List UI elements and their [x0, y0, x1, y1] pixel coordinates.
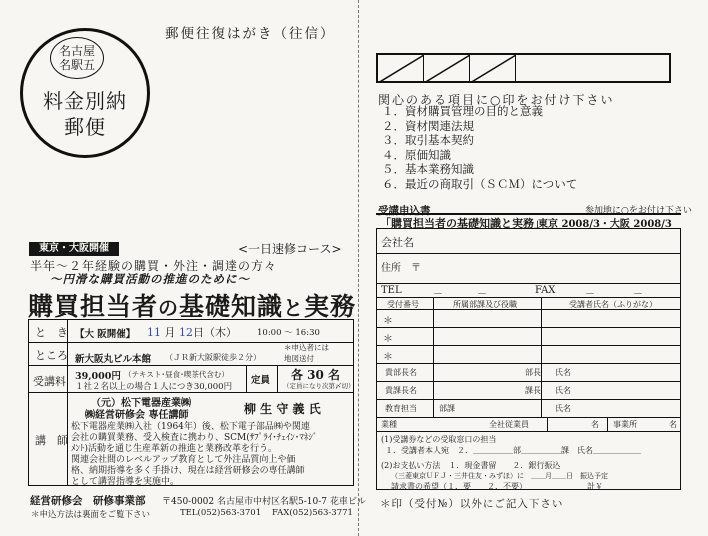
- fax-separator-1: －: [585, 289, 595, 300]
- lecturer-bio-3: ﾒﾝﾄ)活動を通じ生産革新の推進と業務改革を行う。: [71, 444, 278, 454]
- map-note-1: ＊申込者には: [284, 343, 329, 352]
- reply-course-name: 「購買担当者の基礎知識と実務」: [380, 217, 545, 230]
- reply-course-date[interactable]: 東京 2008/3・大阪 2008/3: [538, 219, 672, 230]
- lecturer-bio-1: 松下電器産業㈱入社（1964年）後、松下電子部品㈱や関連: [71, 422, 310, 432]
- col-receipt: 受付番号: [387, 300, 419, 309]
- label-mei-2: 名: [669, 420, 677, 429]
- interest-item[interactable]: ６．最近の商取引（ＳＣＭ）について: [382, 176, 578, 191]
- organizer-name: 経営研修会 研修事業部: [30, 495, 146, 507]
- form-footer-note: ＊印（受付№）以外にご記入下さい: [380, 498, 564, 510]
- tel-separator-2: －: [477, 289, 487, 300]
- label-where: ところ: [35, 349, 68, 362]
- date-month-unit: 月: [164, 326, 176, 339]
- label-shimei-1[interactable]: 氏名: [555, 368, 571, 377]
- target-audience: 半年～２年経験の購買・外注・調達の方々: [30, 259, 278, 273]
- postal-box-4: [516, 55, 562, 81]
- title-part-5: 実務: [304, 292, 357, 321]
- course-subtitle: ～円滑な購買活動の推進のために～: [50, 272, 250, 286]
- stamp-text-1: 料金別納: [43, 89, 127, 113]
- seal-line-2: 名駅五: [58, 58, 95, 72]
- stamp-text-2: 郵便: [64, 115, 106, 139]
- lecturer-bio-4: 関連会社間のレベルアップ教育として外注品質向上や価: [71, 455, 296, 465]
- interest-item[interactable]: ４．原価知識: [382, 147, 451, 162]
- invoice-request[interactable]: 請求書の希望（１．要 ２．不要） 計￥＿＿＿＿＿: [391, 482, 643, 491]
- lecturer-affil-1: （元）松下電器産業㈱: [91, 398, 191, 409]
- lecturer-name: 柳 生 守 義 氏: [244, 402, 321, 416]
- fee-price-note: （テキスト･昼食･喫茶代含む）: [124, 370, 229, 379]
- fee-price: 39,000円: [75, 371, 121, 382]
- postcard-title: 郵便往復はがき（往信）: [165, 26, 336, 42]
- course-type: <一日速修コース>: [238, 242, 342, 256]
- date-day: 12: [179, 326, 193, 339]
- session-label: 【大 阪開催】: [75, 329, 136, 340]
- tel-separator-1: －: [433, 289, 443, 300]
- payment-banks[interactable]: （三菱東京ＵＦＪ・三井住友・みずほ）に ＿＿月＿＿日 振込予定: [391, 472, 608, 480]
- lecturer-affil-2: ㈱経営研修会 専任講師: [85, 410, 189, 421]
- receipt-mark-1: ＊: [383, 316, 393, 327]
- field-address[interactable]: 住所 〒: [381, 263, 421, 274]
- label-industry[interactable]: 業種: [381, 420, 397, 429]
- label-employees[interactable]: 全社従業員: [489, 420, 529, 429]
- label-shimei-2[interactable]: 氏名: [555, 386, 571, 395]
- col-name: 受講者氏名（ふりがな）: [569, 300, 657, 309]
- label-buchou: 部長: [525, 368, 541, 377]
- postal-code-boxes: [376, 53, 671, 83]
- field-fax[interactable]: FAX: [535, 285, 556, 296]
- receipt-mark-3: ＊: [383, 352, 393, 363]
- date-day-unit: 日（木）: [193, 326, 237, 339]
- venue-name: 新大阪丸ビル本館: [75, 354, 152, 365]
- capacity-note: （定員になり次第〆切）: [283, 382, 355, 390]
- fax-separator-2: －: [633, 289, 643, 300]
- contact-title: (1)受講券などの受取窓口の担当: [381, 435, 497, 444]
- interest-item[interactable]: ２．資材関連法規: [382, 118, 474, 133]
- title-part-2: の: [158, 296, 180, 320]
- fee-group: １社２名以上の場合１人につき30,000円: [75, 382, 233, 392]
- organizer-tel: TEL(052)563-3701: [180, 508, 262, 518]
- post-office-seal: [50, 37, 104, 79]
- organizer-fax: FAX(052)563-3771: [272, 508, 353, 518]
- label-office[interactable]: 事業所: [613, 420, 637, 429]
- postal-box-1: [378, 55, 424, 81]
- interest-item[interactable]: １．資材購買管理の目的と意義: [382, 104, 543, 118]
- postal-box-2: [424, 55, 470, 81]
- organizer-address: 〒450-0002 名古屋市中村区名駅5-10-7 花車ビル: [162, 497, 366, 507]
- lecturer-bio-6: として講習指導を実施中。: [71, 477, 180, 487]
- interest-heading: 関心のある項目に○印をお付け下さい: [378, 93, 615, 107]
- session-date: [147, 324, 237, 340]
- label-when: と き: [35, 326, 68, 339]
- label-head2: 貴課長名: [385, 386, 417, 395]
- interest-list: [382, 104, 577, 191]
- event-location-tag: 東京・大阪開催: [29, 242, 119, 256]
- course-info-table: [28, 319, 354, 486]
- label-bu: 部課: [439, 404, 455, 413]
- title-part-4: と: [283, 296, 305, 320]
- session-time: 10:00 ～ 16:30: [257, 328, 320, 338]
- label-head1: 貴部長名: [385, 368, 417, 377]
- application-heading: 受講申込書: [378, 205, 431, 217]
- title-part-1: 購買担当者: [28, 292, 159, 321]
- application-note: ＊申込方法は裏面をご覧下さい: [31, 510, 151, 520]
- title-part-3: 基礎知識: [179, 292, 284, 321]
- seal-line-1: 名古屋: [58, 44, 95, 58]
- receipt-mark-2: ＊: [383, 334, 393, 345]
- interest-item[interactable]: ５．基本業務知識: [382, 162, 474, 176]
- field-company[interactable]: 会社名: [381, 236, 414, 249]
- label-lecturer: 講 師: [35, 434, 68, 447]
- venue-access: （ＪＲ新大阪駅徒歩２分）: [165, 353, 261, 362]
- postal-box-3: [470, 55, 516, 81]
- postage-stamp-mark: [20, 28, 150, 158]
- label-mei-1: 名: [591, 420, 599, 429]
- field-tel[interactable]: TEL: [381, 285, 402, 296]
- lecturer-bio-2: 会社の購買業務、受入検査に携わり、SCM(ｻﾌﾟﾗｲ･ﾁｪｲﾝ･ﾏﾈｼﾞ: [71, 433, 318, 443]
- capacity-count: 各 30 名: [291, 368, 341, 382]
- fold-divider: [358, 0, 359, 536]
- lecturer-bio-5: 格、納期指導を多く手掛け、現在は経営研修会の専任講師: [71, 466, 305, 476]
- capacity-label: 定員: [251, 375, 271, 386]
- interest-item[interactable]: ３．取引基本契約: [382, 133, 474, 147]
- date-month: 11: [147, 326, 161, 339]
- label-shimei-3[interactable]: 氏名: [555, 404, 571, 413]
- application-form: [376, 228, 681, 490]
- col-dept: 所属部課及び役職: [453, 300, 517, 309]
- label-kachou: 課長: [525, 386, 541, 395]
- location-note: 参加地に○をお付け下さい: [585, 206, 692, 216]
- course-title: [28, 287, 356, 323]
- map-note-2: 地図送付: [284, 354, 314, 363]
- payment-title[interactable]: (2)お支払い方法 １．現金書留 ２．銀行振込: [381, 461, 561, 470]
- label-fee: 受講料: [33, 375, 66, 388]
- label-head3: 教育担当: [385, 404, 417, 413]
- contact-line[interactable]: １．受講者本人宛 ２．＿＿＿＿＿部＿＿＿＿＿課 氏名＿＿＿＿＿＿: [385, 446, 641, 455]
